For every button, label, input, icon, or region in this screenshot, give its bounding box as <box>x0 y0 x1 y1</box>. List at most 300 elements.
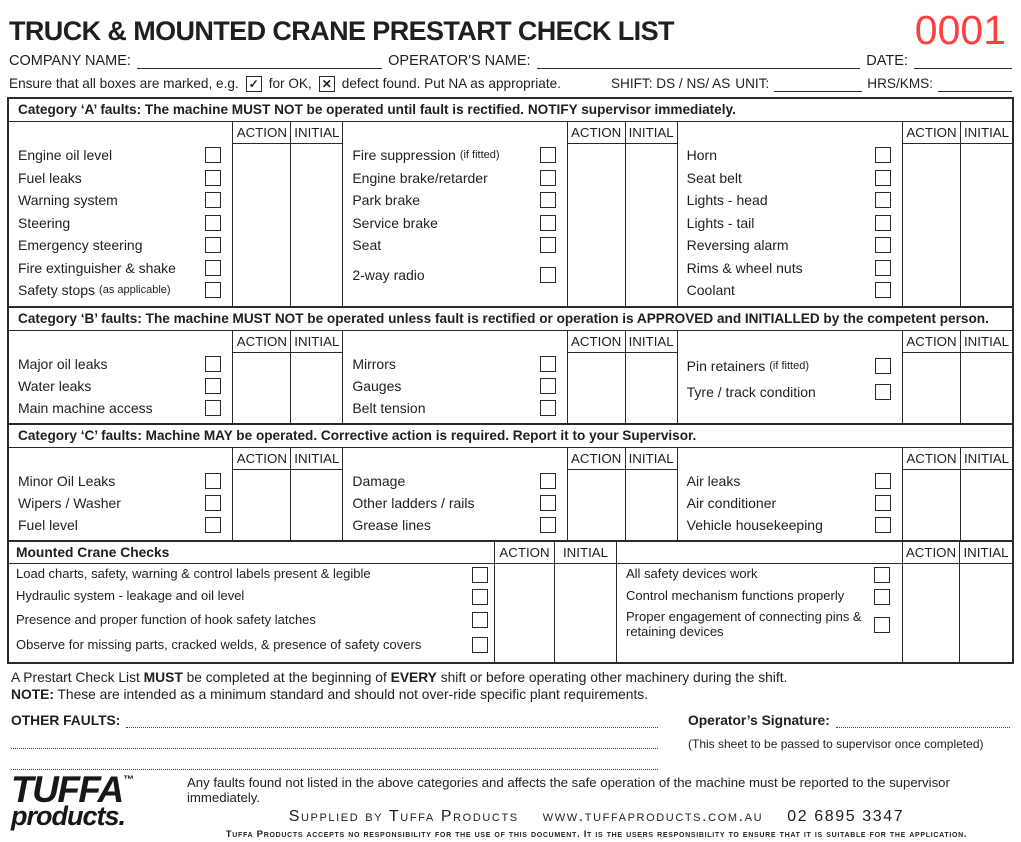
category-a-header: Category ‘A’ faults: The machine MUST NOT be operated until fault is rectified. NOTIFY supervisor immediately. <box>9 99 1012 122</box>
item-label: Safety stops <box>18 282 96 299</box>
checklist-item <box>678 189 902 212</box>
action-column-header: ACTION <box>495 542 554 564</box>
crane-right-labels <box>617 542 902 662</box>
checklist-item <box>9 470 232 492</box>
initial-column-header: INITIAL <box>961 448 1012 470</box>
instruction-ok-text: for OK, <box>268 76 312 91</box>
title-row <box>6 7 1015 53</box>
item-label: Horn <box>686 147 718 164</box>
checklist-item <box>9 514 232 536</box>
checkbox[interactable] <box>205 400 221 416</box>
checklist-item <box>9 633 494 658</box>
other-faults-column <box>11 707 658 770</box>
action-column-header: ACTION <box>568 331 625 353</box>
checklist-item <box>9 397 232 419</box>
instruction-row <box>6 75 1015 92</box>
crane-left-initial-column <box>554 542 616 662</box>
checked-box-icon: ✓ <box>246 76 262 92</box>
crane-right-half <box>616 542 1012 662</box>
hrskms-field[interactable] <box>938 75 1012 92</box>
check-group <box>678 122 1012 306</box>
checklist-item <box>678 514 902 536</box>
item-note: (as applicable) <box>99 284 171 297</box>
subheader-spacer <box>9 448 232 470</box>
initial-fill-cell[interactable] <box>961 353 1012 423</box>
other-faults-row <box>11 749 658 770</box>
supplier-website: www.tuffaproducts.com.au <box>542 807 764 825</box>
checkbox[interactable] <box>472 612 488 628</box>
item-label: Seat <box>352 237 382 254</box>
item-label: Major oil leaks <box>18 355 108 372</box>
subheader-spacer <box>343 122 566 144</box>
note1-must: MUST <box>143 669 183 685</box>
category-c-header: Category ‘C’ faults: Machine MAY be operated. Corrective action is required. Report it to your Supervisor. <box>9 425 1012 448</box>
crane-right-action-column <box>902 542 959 662</box>
other-faults-area <box>6 704 1015 770</box>
checkbox[interactable] <box>540 147 556 163</box>
checkbox[interactable] <box>875 517 891 533</box>
checklist-item <box>343 144 566 167</box>
item-label: 2-way radio <box>352 266 425 283</box>
initial-column <box>625 331 677 423</box>
initial-column-header: INITIAL <box>291 331 342 353</box>
date-field[interactable] <box>914 52 1012 69</box>
action-column-header: ACTION <box>903 331 960 353</box>
checklist-table <box>7 97 1014 664</box>
checkbox[interactable] <box>540 473 556 489</box>
checkbox[interactable] <box>875 215 891 231</box>
other-faults-row <box>11 707 658 728</box>
crane-left-items <box>9 564 494 662</box>
company-name-field[interactable] <box>137 52 382 69</box>
item-label: Hydraulic system - leakage and oil level <box>16 588 245 604</box>
item-label: Seat belt <box>686 169 742 186</box>
checklist-item <box>343 375 566 397</box>
logo-products-text: products. <box>11 800 126 831</box>
category-a-body <box>9 122 1012 306</box>
action-column <box>232 448 290 540</box>
item-label: Fire extinguisher & shake <box>18 259 176 276</box>
item-label-column <box>9 448 232 540</box>
checkbox[interactable] <box>540 215 556 231</box>
item-label-column <box>9 331 232 423</box>
checklist-item <box>9 167 232 190</box>
checkbox[interactable] <box>875 237 891 253</box>
logo-text: TUFFA <box>11 768 123 810</box>
subheader-spacer <box>678 331 902 353</box>
checkbox[interactable] <box>874 617 890 633</box>
item-note: (if fitted) <box>459 149 500 162</box>
initial-fill-cell[interactable] <box>961 144 1012 306</box>
category-c-body <box>9 448 1012 540</box>
disclaimer-text: Tuffa Products accepts no responsibility for the use of this document. It is the users responsibility to ensure that it is suitable for the application. <box>225 828 968 840</box>
action-column-header: ACTION <box>903 542 959 564</box>
initial-fill-cell[interactable] <box>960 564 1012 662</box>
tuffa-logo <box>11 768 183 831</box>
subheader-spacer <box>343 448 566 470</box>
item-label-column <box>343 122 566 306</box>
checklist-item <box>9 375 232 397</box>
checklist-item <box>678 234 902 257</box>
action-fill-cell[interactable] <box>233 144 290 306</box>
item-label: Fire suppression <box>352 147 456 164</box>
checklist-item <box>343 492 566 514</box>
item-label: Vehicle housekeeping <box>686 516 823 533</box>
initial-column <box>290 448 342 540</box>
action-column-header: ACTION <box>233 448 290 470</box>
item-label: Damage <box>352 472 406 489</box>
checkbox[interactable] <box>540 378 556 394</box>
other-faults-label: OTHER FAULTS: <box>11 712 121 728</box>
action-fill-cell[interactable] <box>495 564 554 662</box>
checklist-item <box>9 586 494 608</box>
crane-right-items <box>617 564 902 662</box>
checkbox[interactable] <box>874 589 890 605</box>
checklist-item <box>343 212 566 235</box>
item-label-column <box>678 331 902 423</box>
action-fill-cell[interactable] <box>233 353 290 423</box>
checkbox[interactable] <box>205 192 221 208</box>
other-faults-line-3[interactable] <box>11 753 658 770</box>
crane-left-half <box>9 542 616 662</box>
action-column <box>902 448 960 540</box>
initial-fill-cell[interactable] <box>626 144 677 306</box>
item-label: Fuel leaks <box>18 169 82 186</box>
action-column-header: ACTION <box>233 122 290 144</box>
item-label: Air leaks <box>686 472 741 489</box>
checklist-item <box>678 257 902 280</box>
section-category-a <box>9 99 1012 306</box>
checklist-item <box>678 492 902 514</box>
action-fill-cell[interactable] <box>568 144 625 306</box>
item-label: Coolant <box>686 282 735 299</box>
hrskms-label: HRS/KMS: <box>867 76 933 91</box>
check-group <box>678 448 1012 540</box>
item-label: Main machine access <box>18 399 153 416</box>
initial-column-header: INITIAL <box>626 331 677 353</box>
item-label: Proper engagement of connecting pins & retaining devices <box>626 608 862 639</box>
item-label: Belt tension <box>352 399 426 416</box>
item-label-column <box>678 122 902 306</box>
trademark-symbol: ™ <box>122 773 134 786</box>
initial-column-header: INITIAL <box>960 542 1012 564</box>
checklist-item <box>9 608 494 633</box>
action-fill-cell[interactable] <box>568 470 625 540</box>
initial-fill-cell[interactable] <box>961 470 1012 540</box>
subheader-spacer <box>343 331 566 353</box>
note1-suffix: shift or before operating other machinery during the shift. <box>436 669 788 685</box>
brand-row <box>6 770 1015 840</box>
crane-left-labels <box>9 542 494 662</box>
checkbox[interactable] <box>875 192 891 208</box>
initial-column-header: INITIAL <box>555 542 616 564</box>
initial-column <box>960 331 1012 423</box>
action-fill-cell[interactable] <box>903 144 960 306</box>
checkbox[interactable] <box>472 589 488 605</box>
checklist-item <box>9 279 232 302</box>
note2-label: NOTE: <box>11 686 54 702</box>
checklist-item <box>343 397 566 419</box>
check-group <box>9 122 343 306</box>
checkbox[interactable] <box>874 567 890 583</box>
action-fill-cell[interactable] <box>568 353 625 423</box>
operator-name-label: OPERATOR'S NAME: <box>388 53 531 69</box>
checklist-item <box>678 279 902 302</box>
checklist-item <box>678 379 902 405</box>
shift-label: SHIFT: DS / NS/ AS <box>610 76 731 91</box>
checkbox[interactable] <box>205 356 221 372</box>
supplier-info <box>183 775 1010 840</box>
initial-column <box>625 448 677 540</box>
check-group <box>343 448 677 540</box>
item-label: Gauges <box>352 377 402 394</box>
action-column <box>567 331 625 423</box>
minimum-standard-note <box>11 687 1010 702</box>
note2-text: These are intended as a minimum standard and should not over-ride specific plant requirements. <box>53 686 649 702</box>
item-label-column <box>9 122 232 306</box>
action-column <box>902 122 960 306</box>
item-label: All safety devices work <box>626 566 758 582</box>
supplier-phone: 02 6895 3347 <box>787 807 905 825</box>
checklist-item <box>343 353 566 375</box>
subheader-spacer <box>678 122 902 144</box>
checklist-item <box>617 564 902 586</box>
checkbox[interactable] <box>540 356 556 372</box>
item-label: Emergency steering <box>18 237 143 254</box>
subheader-spacer <box>9 331 232 353</box>
initial-fill-cell[interactable] <box>626 470 677 540</box>
category-b-body <box>9 331 1012 423</box>
supplier-line <box>183 808 1010 826</box>
other-faults-line-1[interactable] <box>126 711 658 728</box>
action-column <box>567 122 625 306</box>
section-category-c <box>9 423 1012 540</box>
unit-field[interactable] <box>774 75 862 92</box>
checklist-item <box>343 167 566 190</box>
item-label: Engine brake/retarder <box>352 169 488 186</box>
crane-section-header: Mounted Crane Checks <box>9 542 494 564</box>
crane-left-action-column <box>494 542 554 662</box>
operator-signature-label: Operator’s Signature: <box>688 712 830 728</box>
item-label-column <box>343 448 566 540</box>
operator-signature-line[interactable] <box>836 711 1010 728</box>
checklist-item <box>343 189 566 212</box>
checkbox[interactable] <box>205 260 221 276</box>
checkbox[interactable] <box>875 170 891 186</box>
action-fill-cell[interactable] <box>903 470 960 540</box>
initial-fill-cell[interactable] <box>291 144 342 306</box>
checklist-item <box>9 234 232 257</box>
item-label: Fuel level <box>18 516 78 533</box>
item-label: Lights - tail <box>686 214 755 231</box>
crane-body <box>9 542 1012 662</box>
check-group <box>678 331 1012 423</box>
checkbox[interactable] <box>205 517 221 533</box>
note1-prefix: A Prestart Check List <box>11 669 144 685</box>
footer-notes <box>6 664 1015 702</box>
prestart-note <box>11 670 1010 685</box>
item-label: Park brake <box>352 192 421 209</box>
initial-column <box>625 122 677 306</box>
checklist-item <box>9 257 232 280</box>
checkbox[interactable] <box>540 495 556 511</box>
item-label: Engine oil level <box>18 147 113 164</box>
checklist-item <box>678 167 902 190</box>
signature-row <box>688 707 1010 728</box>
action-column-header: ACTION <box>233 331 290 353</box>
checklist-item <box>678 470 902 492</box>
initial-column <box>290 331 342 423</box>
item-label: Minor Oil Leaks <box>18 472 116 489</box>
checklist-item <box>9 492 232 514</box>
item-note: (if fitted) <box>769 359 809 372</box>
check-group <box>343 122 677 306</box>
checkbox[interactable] <box>540 400 556 416</box>
initial-column-header: INITIAL <box>626 448 677 470</box>
date-label: DATE: <box>866 53 908 69</box>
item-label: Steering <box>18 214 71 231</box>
action-fill-cell[interactable] <box>903 353 960 423</box>
item-label: Grease lines <box>352 516 431 533</box>
check-group <box>9 331 343 423</box>
action-column-header: ACTION <box>568 448 625 470</box>
initial-fill-cell[interactable] <box>555 564 616 662</box>
item-label: Observe for missing parts, cracked welds, & presence of safety covers <box>16 636 422 652</box>
checkbox[interactable] <box>540 517 556 533</box>
crane-right-initial-column <box>959 542 1012 662</box>
checkbox[interactable] <box>205 170 221 186</box>
page-title: TRUCK & MOUNTED CRANE PRESTART CHECK LIST <box>9 16 674 46</box>
item-label: Control mechanism functions properly <box>626 588 845 604</box>
action-column-header: ACTION <box>568 122 625 144</box>
checkbox[interactable] <box>472 567 488 583</box>
item-label-column <box>343 331 566 423</box>
checkbox[interactable] <box>205 237 221 253</box>
instruction-defect-text: defect found. Put NA as appropriate. <box>341 76 561 91</box>
action-column <box>232 331 290 423</box>
action-fill-cell[interactable] <box>903 564 959 662</box>
checkbox[interactable] <box>875 495 891 511</box>
operator-name-field[interactable] <box>537 52 861 69</box>
item-label: Load charts, safety, warning & control labels present & legible <box>16 566 371 582</box>
other-faults-line-2[interactable] <box>11 732 658 749</box>
checklist-item <box>678 353 902 379</box>
signature-column <box>688 707 1010 770</box>
item-label: Pin retainers <box>686 357 766 374</box>
checkbox[interactable] <box>540 237 556 253</box>
item-label: Mirrors <box>352 355 396 372</box>
initial-column-header: INITIAL <box>291 448 342 470</box>
checkbox[interactable] <box>205 378 221 394</box>
checklist-item <box>678 144 902 167</box>
section-mounted-crane <box>9 540 1012 662</box>
item-label: Other ladders / rails <box>352 494 475 511</box>
initial-column-header: INITIAL <box>626 122 677 144</box>
item-label: Warning system <box>18 192 118 209</box>
item-label: Service brake <box>352 214 438 231</box>
checkbox[interactable] <box>540 192 556 208</box>
initial-column-header: INITIAL <box>961 122 1012 144</box>
initial-column <box>960 448 1012 540</box>
instruction-prefix: Ensure that all boxes are marked, e.g. <box>9 76 239 91</box>
checkbox[interactable] <box>540 170 556 186</box>
action-fill-cell[interactable] <box>233 470 290 540</box>
pass-to-supervisor-note: (This sheet to be passed to supervisor once completed) <box>688 736 984 751</box>
checkbox[interactable] <box>875 384 891 400</box>
checkbox[interactable] <box>205 147 221 163</box>
initial-column <box>290 122 342 306</box>
subheader-spacer <box>9 122 232 144</box>
item-label: Lights - head <box>686 192 768 209</box>
category-b-header: Category ‘B’ faults: The machine MUST NOT be operated unless fault is rectified or operation is APPROVED and INITIALLED by the competent person. <box>9 308 1012 331</box>
checklist-item <box>9 189 232 212</box>
checklist-item <box>343 470 566 492</box>
initial-column-header: INITIAL <box>961 331 1012 353</box>
checkbox[interactable] <box>875 473 891 489</box>
header-fields-row <box>6 52 1015 69</box>
checkbox[interactable] <box>205 215 221 231</box>
checkbox[interactable] <box>875 358 891 374</box>
note1-every: EVERY <box>390 669 437 685</box>
checklist-item <box>9 564 494 586</box>
checkbox[interactable] <box>205 282 221 298</box>
checklist-item <box>343 234 566 257</box>
initial-fill-cell[interactable] <box>291 470 342 540</box>
action-column-header: ACTION <box>903 122 960 144</box>
supplied-by-text: Supplied by Tuffa Products <box>288 807 519 825</box>
action-column <box>902 331 960 423</box>
check-group <box>9 448 343 540</box>
initial-fill-cell[interactable] <box>291 353 342 423</box>
section-category-b <box>9 306 1012 423</box>
checklist-item <box>343 514 566 536</box>
checkbox[interactable] <box>472 637 488 653</box>
crossed-box-icon: ✕ <box>319 76 335 92</box>
check-group <box>343 331 677 423</box>
item-label-column <box>678 448 902 540</box>
checkbox[interactable] <box>875 282 891 298</box>
checkbox[interactable] <box>875 147 891 163</box>
subheader-spacer <box>678 448 902 470</box>
note1-mid: be completed at the beginning of <box>182 669 391 685</box>
item-label: Water leaks <box>18 377 92 394</box>
report-faults-note: Any faults found not listed in the above categories and affects the safe operation of the machine must be reported to the supervisor immediately. <box>187 774 950 805</box>
checklist-item <box>9 353 232 375</box>
action-column <box>567 448 625 540</box>
item-label: Reversing alarm <box>686 237 789 254</box>
item-label: Wipers / Washer <box>18 494 121 511</box>
company-name-label: COMPANY NAME: <box>9 53 131 69</box>
checkbox[interactable] <box>205 473 221 489</box>
initial-fill-cell[interactable] <box>626 353 677 423</box>
action-column <box>232 122 290 306</box>
checkbox[interactable] <box>540 267 556 283</box>
checklist-item <box>617 586 902 608</box>
checklist-item <box>678 212 902 235</box>
checklist-item <box>9 144 232 167</box>
checkbox[interactable] <box>875 260 891 276</box>
item-label: Tyre / track condition <box>686 383 816 400</box>
checklist-item <box>343 264 566 287</box>
action-column-header: ACTION <box>903 448 960 470</box>
initial-column-header: INITIAL <box>291 122 342 144</box>
checklist-item <box>9 212 232 235</box>
serial-number: 0001 <box>914 7 1006 53</box>
unit-label: UNIT: <box>735 76 770 91</box>
checklist-item <box>617 608 902 642</box>
checkbox[interactable] <box>205 495 221 511</box>
item-label: Air conditioner <box>686 494 777 511</box>
